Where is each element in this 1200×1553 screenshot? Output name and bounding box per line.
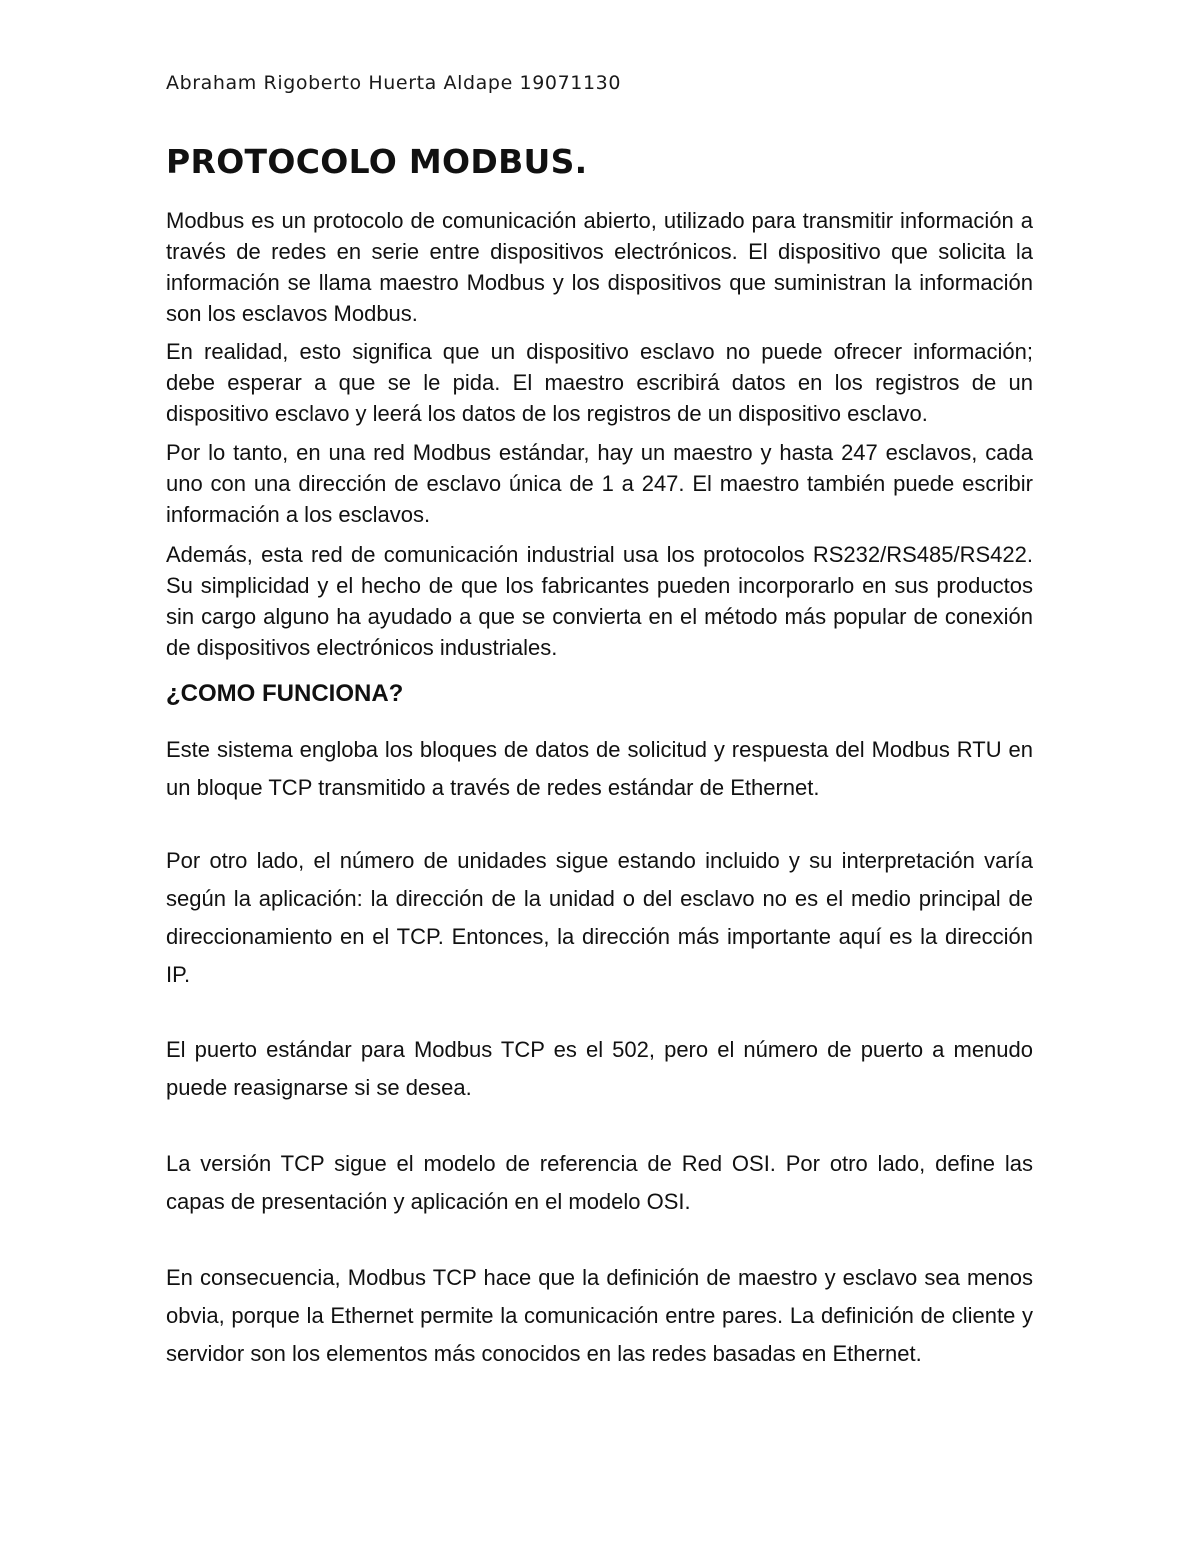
document-title: PROTOCOLO MODBUS. — [166, 142, 588, 181]
author-header: Abraham Rigoberto Huerta Aldape 19071130 — [166, 72, 622, 94]
section-heading: ¿COMO FUNCIONA? — [166, 680, 404, 707]
paragraph-section-2: Por otro lado, el número de unidades sigue estando incluido y su interpretación varía según la aplicación: la dirección de la unidad o del esclavo no es el medio principal de direccionamiento en el TCP. Entonces, la dirección más importante aquí es la dirección IP. — [166, 848, 1033, 987]
paragraph-section-4: La versión TCP sigue el modelo de referencia de Red OSI. Por otro lado, define las capas de presentación y aplicación en el modelo OSI. — [166, 1151, 1033, 1214]
paragraph-section-1: Este sistema engloba los bloques de datos de solicitud y respuesta del Modbus RTU en un bloque TCP transmitido a través de redes estándar de Ethernet. — [166, 737, 1033, 800]
paragraph-section-5: En consecuencia, Modbus TCP hace que la definición de maestro y esclavo sea menos obvia, porque la Ethernet permite la comunicación entre pares. La definición de cliente y servidor son los elementos más conocidos en las redes basadas en Ethernet. — [166, 1265, 1033, 1366]
paragraph-intro-4: Además, esta red de comunicación industrial usa los protocolos RS232/RS485/RS422. Su simplicidad y el hecho de que los fabricantes pueden incorporarlo en sus productos sin cargo alguno ha ayudado a que se convierta en el método más popular de conexión de dispositivos electrónicos industriales. — [166, 542, 1033, 660]
paragraph-section-3: El puerto estándar para Modbus TCP es el 502, pero el número de puerto a menudo puede reasignarse si se desea. — [166, 1037, 1033, 1100]
paragraph-intro-3: Por lo tanto, en una red Modbus estándar, hay un maestro y hasta 247 esclavos, cada uno con una dirección de esclavo única de 1 a 247. El maestro también puede escribir información a los esclavos. — [166, 440, 1033, 527]
paragraph-intro-2: En realidad, esto significa que un dispositivo esclavo no puede ofrecer información; debe esperar a que se le pida. El maestro escribirá datos en los registros de un dispositivo esclavo y leerá los datos de los registros de un dispositivo esclavo. — [166, 339, 1033, 426]
paragraph-intro-1: Modbus es un protocolo de comunicación abierto, utilizado para transmitir información a través de redes en serie entre dispositivos electrónicos. El dispositivo que solicita la información se llama maestro Modbus y los dispositivos que suministran la información son los esclavos Modbus. — [166, 208, 1033, 326]
